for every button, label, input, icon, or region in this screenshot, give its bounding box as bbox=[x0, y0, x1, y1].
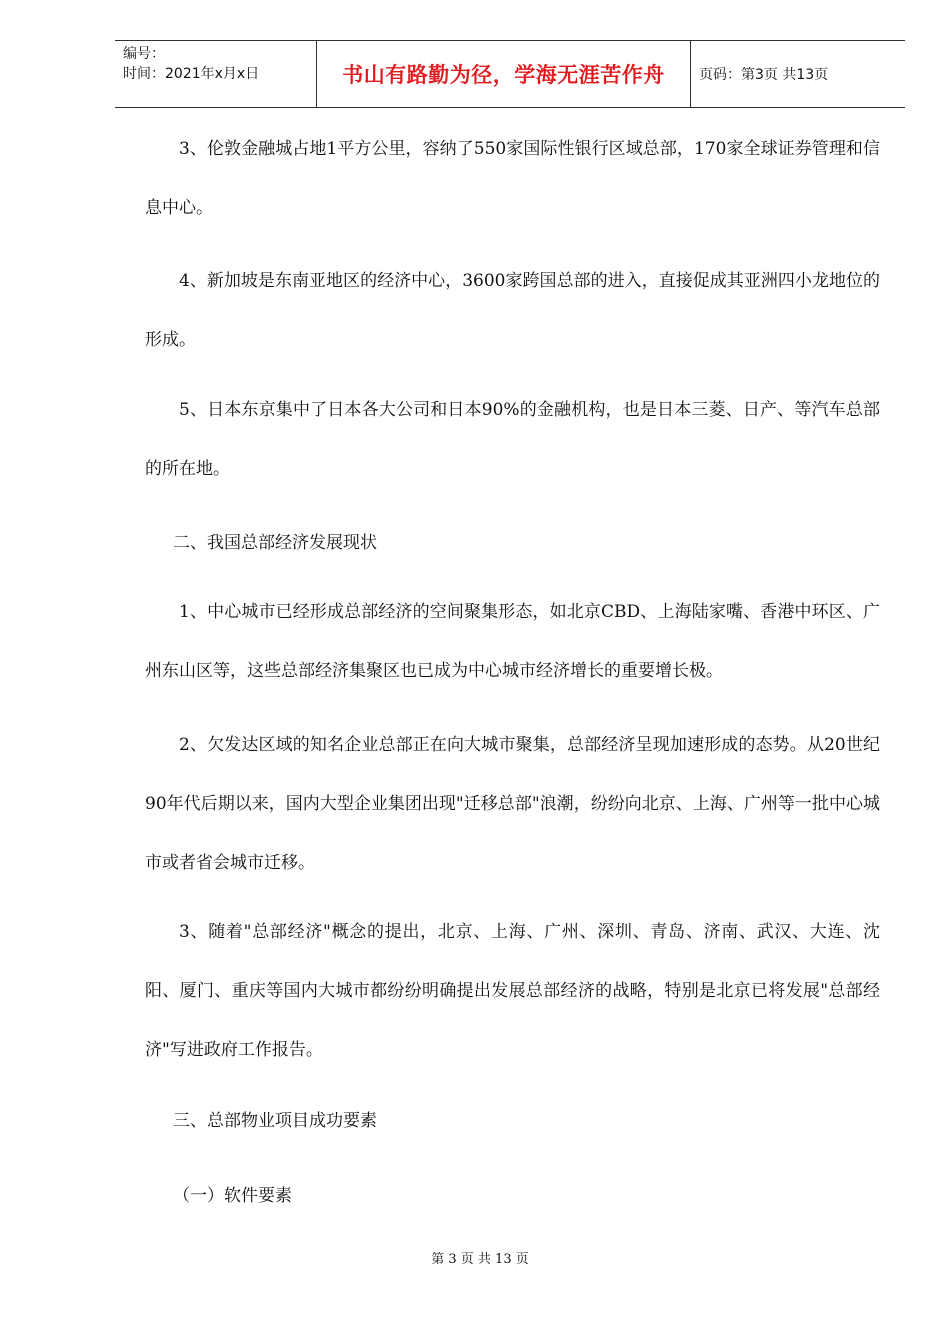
header-meta bbox=[115, 41, 315, 110]
paragraph-text: 3、伦敦金融城占地1平方公里，容纳了550家国际性银行区域总部，170家全球证券管理和信息中心。 bbox=[145, 139, 880, 218]
document-number-label: 编号： bbox=[123, 46, 165, 62]
paragraph-text: 5、日本东京集中了日本各大公司和日本90%的金融机构，也是日本三菱、日产、等汽车总部的所在地。 bbox=[145, 400, 880, 479]
page-header bbox=[115, 40, 905, 108]
header-page-cell bbox=[691, 41, 913, 107]
page-footer: 第 3 页 共 13 页 bbox=[431, 1252, 529, 1267]
header-page-label: 页码：第3页 共13页 bbox=[699, 67, 829, 83]
paragraph-domestic-1 bbox=[145, 583, 880, 701]
subsection-heading: （一）软件要素 bbox=[173, 1186, 292, 1206]
section-heading-3: 三、总部物业项目成功要素 bbox=[173, 1111, 377, 1131]
paragraph-london bbox=[145, 120, 880, 238]
paragraph-tokyo bbox=[145, 381, 880, 499]
header-motto: 书山有路勤为径，学海无涯苦作舟 bbox=[342, 63, 665, 87]
paragraph-domestic-2 bbox=[145, 716, 880, 893]
paragraph-text: 3、随着"总部经济"概念的提出，北京、上海、广州、深圳、青岛、济南、武汉、大连、沈阳、厦门、重庆等国内大城市都纷纷明确提出发展总部经济的战略，特别是北京已将发展"总部经济"写进政府工作报告。 bbox=[145, 922, 880, 1060]
header-motto-cell bbox=[316, 41, 691, 107]
paragraph-domestic-3 bbox=[145, 903, 880, 1080]
document-time-label: 时间：2021年x月x日 bbox=[123, 66, 260, 82]
paragraph-text: 4、新加坡是东南亚地区的经济中心，3600家跨国总部的进入，直接促成其亚洲四小龙地位的形成。 bbox=[145, 271, 880, 350]
paragraph-text: 1、中心城市已经形成总部经济的空间聚集形态，如北京CBD、上海陆家嘴、香港中环区、广州东山区等，这些总部经济集聚区也已成为中心城市经济增长的重要增长极。 bbox=[145, 602, 880, 681]
paragraph-text: 2、欠发达区域的知名企业总部正在向大城市聚集，总部经济呈现加速形成的态势。从20世纪90年代后期以来，国内大型企业集团出现"迁移总部"浪潮，纷纷向北京、上海、广州等一批中心城市或者省会城市迁移。 bbox=[145, 735, 880, 873]
paragraph-singapore bbox=[145, 252, 880, 370]
section-heading-2: 二、我国总部经济发展现状 bbox=[173, 533, 377, 553]
